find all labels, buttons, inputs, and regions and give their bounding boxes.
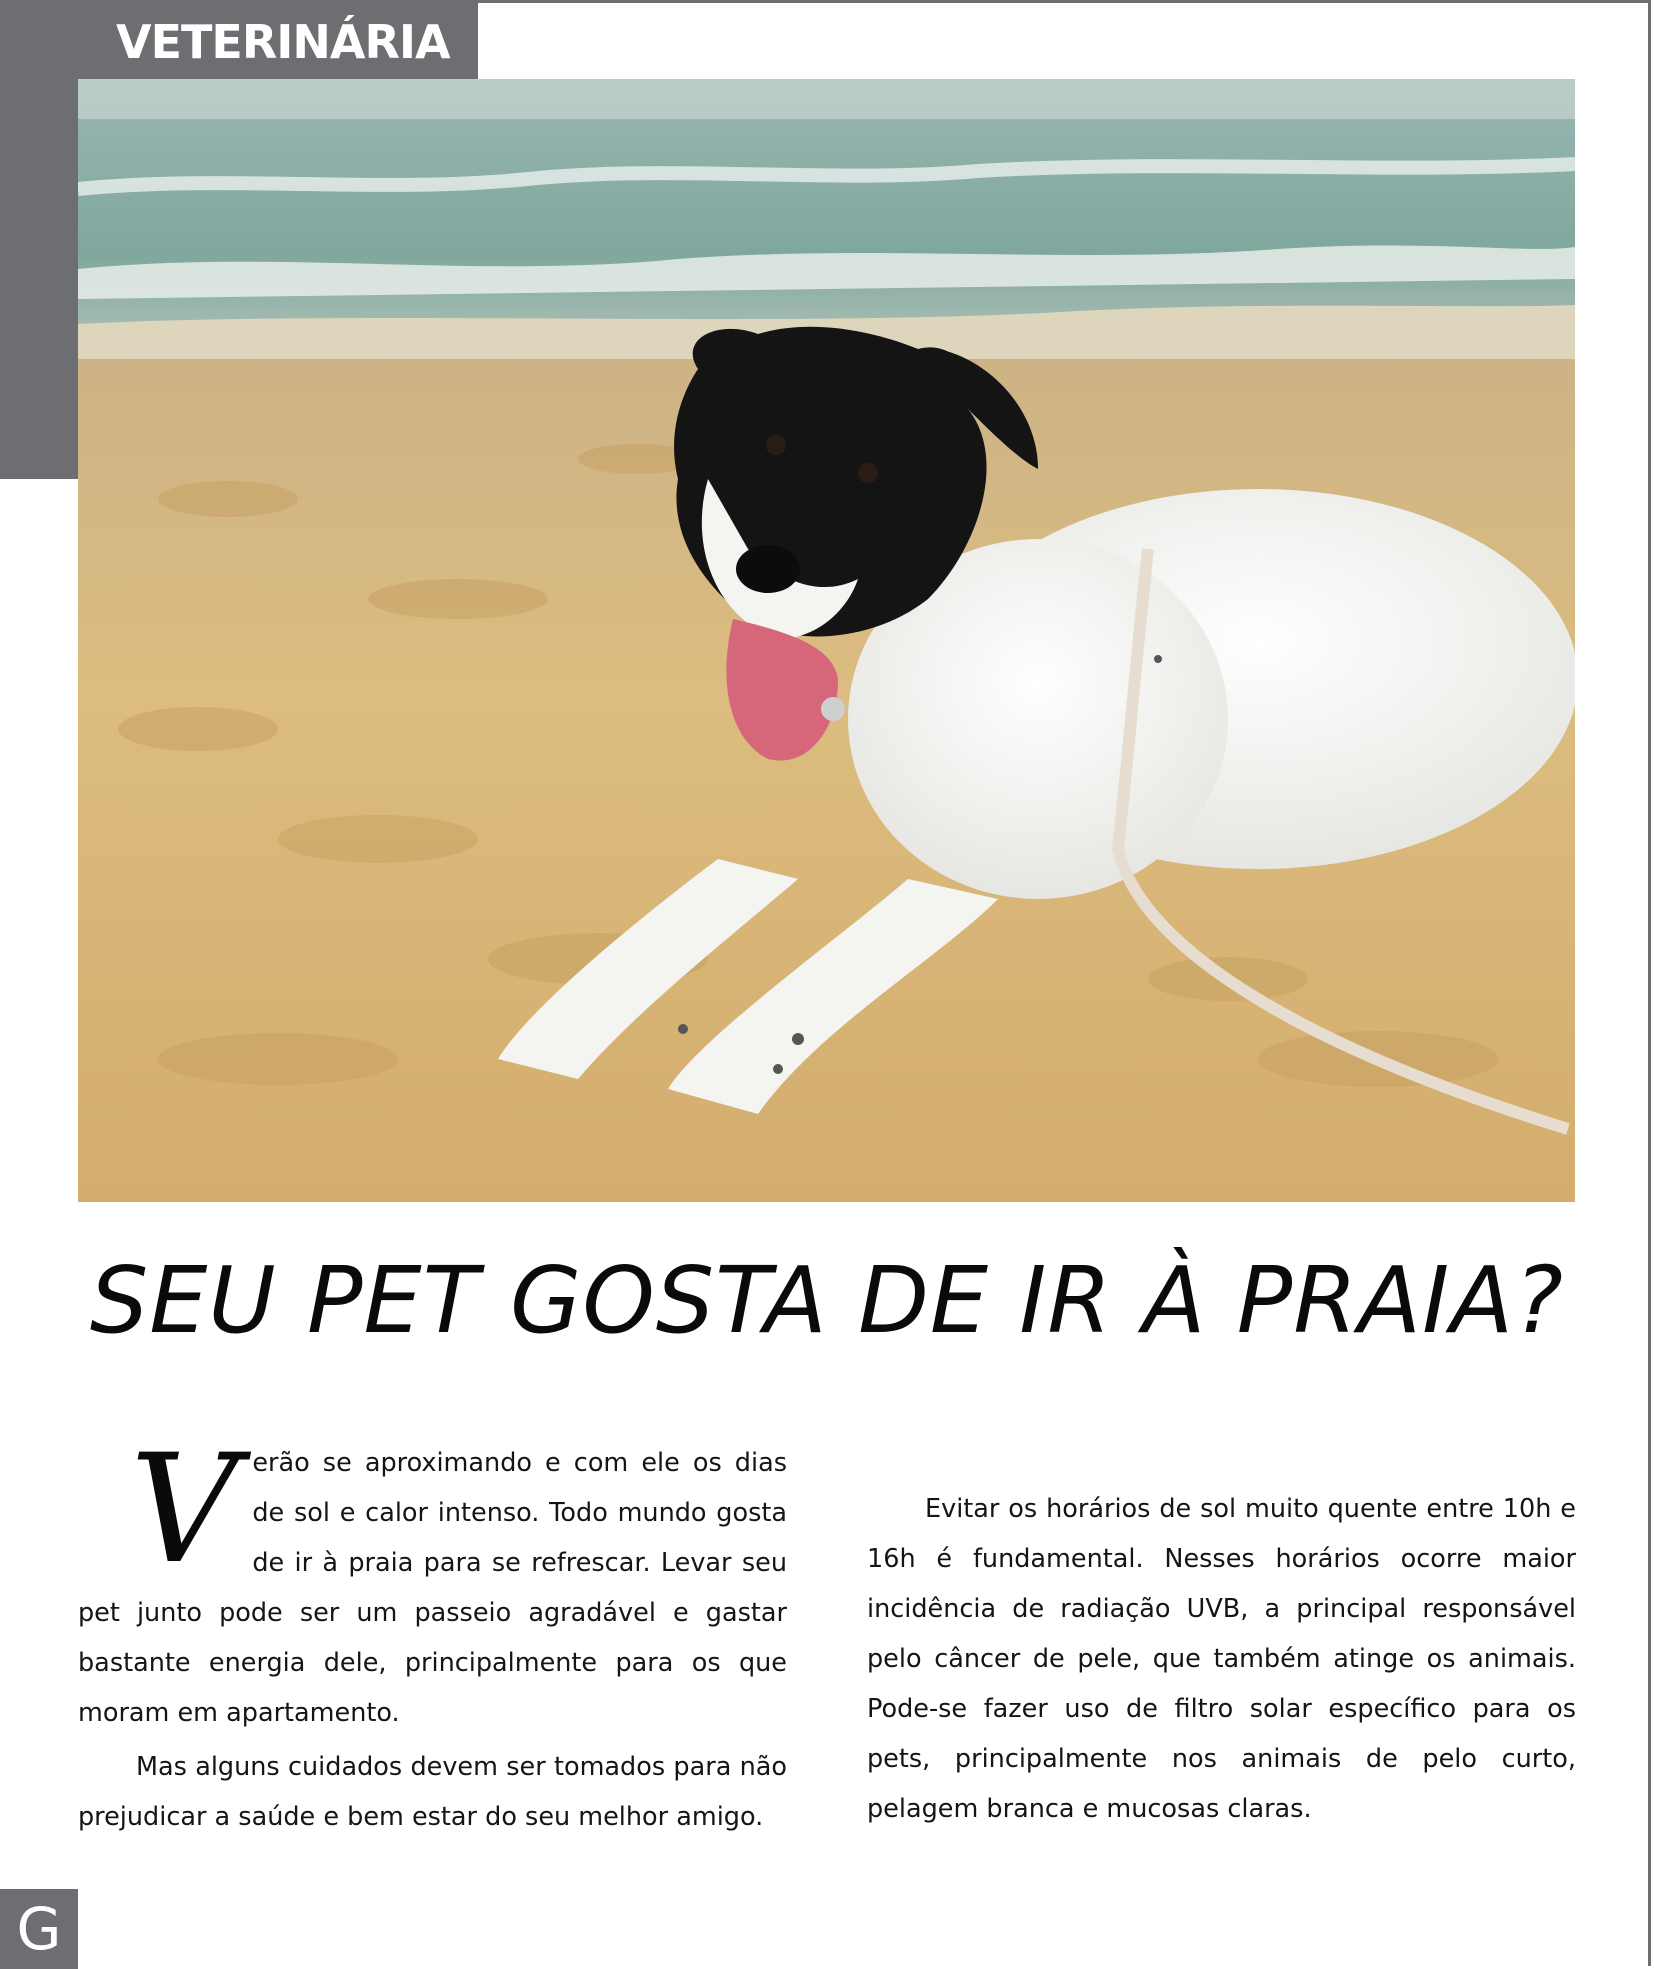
- dog-on-beach-photo: [78, 79, 1575, 1202]
- paragraph-1: [78, 1423, 787, 1738]
- side-accent-bar: [0, 79, 78, 479]
- paragraph-1-text: erão se aproximando e com ele os dias de sol e calor intenso. Todo mundo gosta de ir à praia para se refrescar. Levar seu pet junto pode ser um passeio agradável e gastar bastante energia dele, principalmente para os que moram em apartamento.: [78, 1448, 787, 1728]
- page-letter: G: [16, 1895, 62, 1963]
- drop-cap: V: [130, 1423, 239, 1597]
- section-label: VETERINÁRIA: [116, 15, 450, 69]
- headline: SEU PET GOSTA DE IR À PRAIA?: [89, 1247, 1564, 1354]
- paragraph-3: Evitar os horários de sol muito quente entre 10h e 16h é fundamental. Nesses horários ocorre maior incidência de radiação UVB, a principal responsável pelo câncer de pele, que também atinge os animais. Pode-se fazer uso de filtro solar específico para os pets, principalmente nos animais de pelo curto, pelagem branca e mucosas claras.: [867, 1494, 1576, 1824]
- article-column-left: [78, 1423, 787, 1846]
- article-column-right: [867, 1484, 1576, 1838]
- paragraph-2: Mas alguns cuidados devem ser tomados para não prejudicar a saúde e bem estar do seu melhor amigo.: [78, 1752, 787, 1832]
